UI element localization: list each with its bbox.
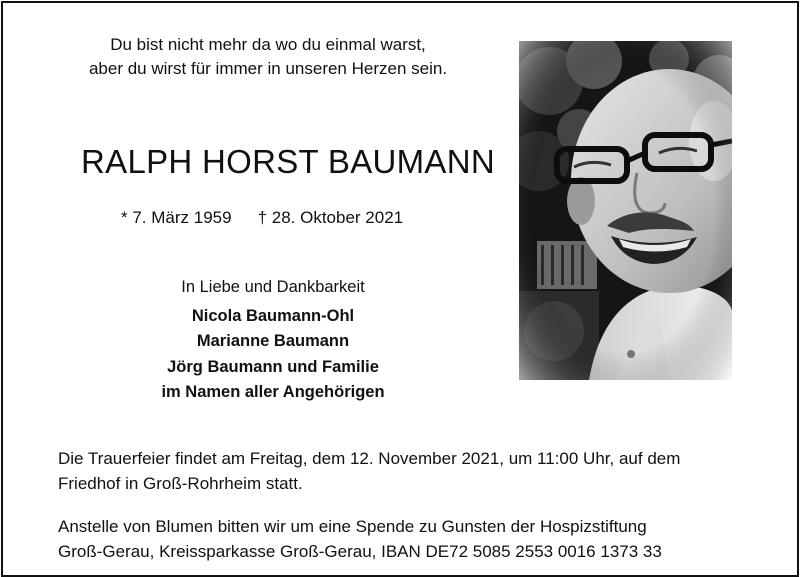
- donation-line-2: Groß-Gerau, Kreissparkasse Groß-Gerau, IBAN DE72 5085 2553 0016 1373 33: [58, 542, 662, 561]
- portrait-photo: [519, 41, 732, 380]
- mourners-intro: In Liebe und Dankbarkeit: [181, 278, 365, 296]
- quote-line-2: aber du wirst für immer in unseren Herzen sein.: [88, 59, 448, 78]
- birth-date: * 7. März 1959: [121, 208, 232, 227]
- mourners-block: [103, 275, 443, 406]
- mourner-name: Marianne Baumann: [196, 332, 350, 350]
- donation-line-1: Anstelle von Blumen bitten wir um eine Spende zu Gunsten der Hospizstiftung: [58, 517, 647, 536]
- funeral-line-2: Friedhof in Groß-Rohrheim statt.: [58, 474, 303, 493]
- mourner-name: Jörg Baumann und Familie: [167, 357, 379, 376]
- quote-line-1: Du bist nicht mehr da wo du einmal warst,: [110, 35, 426, 54]
- funeral-line-1: Die Trauerfeier findet am Freitag, dem 12. November 2021, um 11:00 Uhr, auf dem: [58, 449, 681, 468]
- obituary-card: [1, 1, 799, 577]
- death-date: † 28. Oktober 2021: [257, 208, 404, 227]
- portrait-illustration: [519, 41, 732, 380]
- mourner-name: Nicola Baumann-Ohl: [191, 306, 355, 325]
- donation-notice: [58, 514, 748, 564]
- life-dates: [121, 208, 403, 228]
- deceased-name: RALPH HORST BAUMANN: [81, 143, 495, 180]
- funeral-notice: [58, 446, 748, 496]
- mourner-name: im Namen aller Angehörigen: [161, 383, 385, 401]
- memorial-quote: [43, 33, 493, 81]
